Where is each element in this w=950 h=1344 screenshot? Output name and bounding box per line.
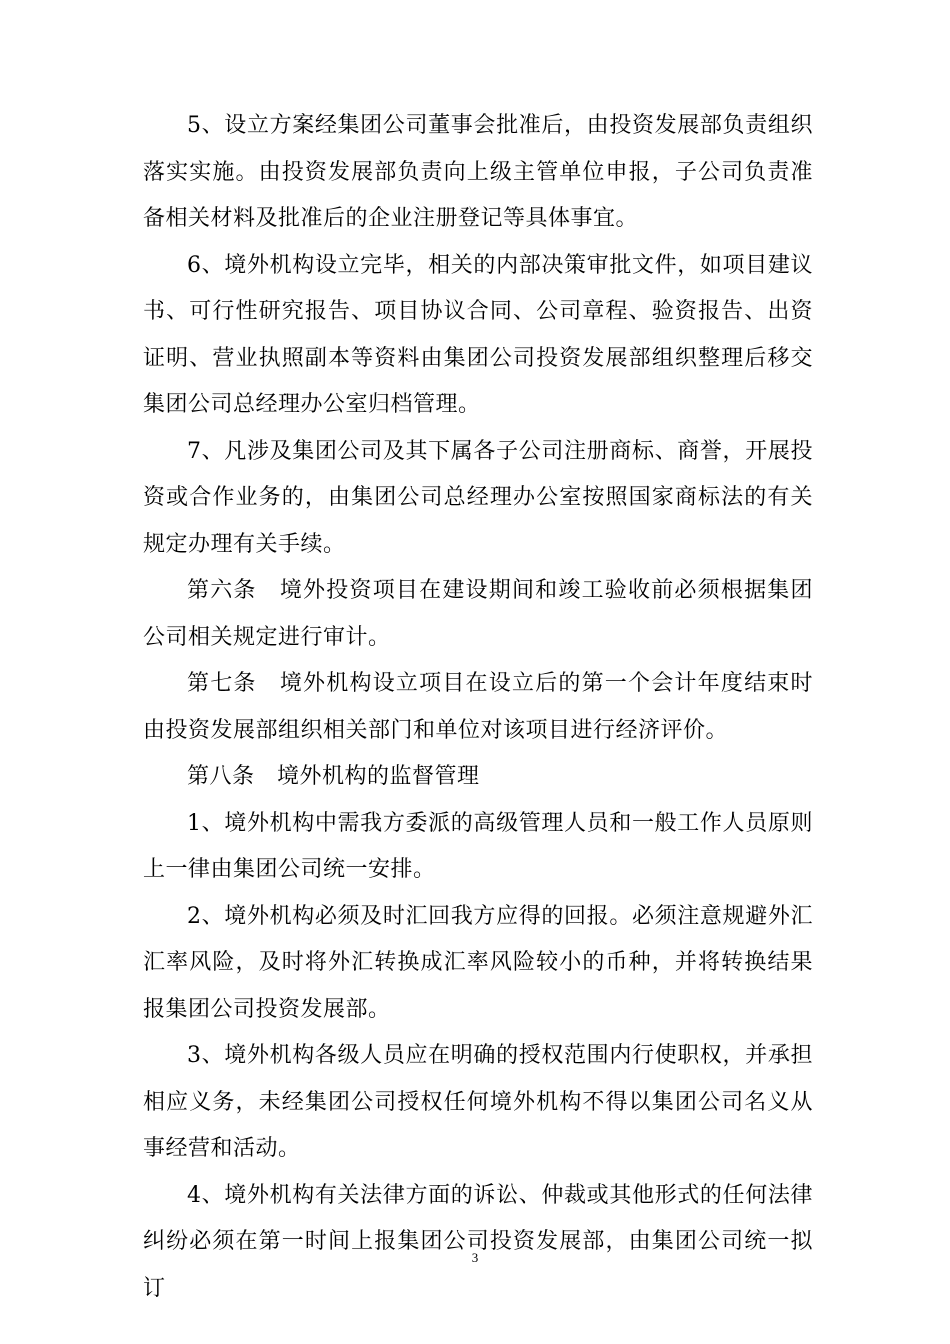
article-8-heading: 第八条 境外机构的监督管理 <box>187 764 480 789</box>
article-6: 第六条 境外投资项目在建设期间和竣工验收前必须根据集团公司相关规定进行审计。 <box>143 578 813 650</box>
paragraph-item-3: 3、境外机构各级人员应在明确的授权范围内行使职权，并承担相应义务，未经集团公司授权任何境外机构不得以集团公司名义从事经营和活动。 <box>143 1043 813 1161</box>
paragraph-item-7: 7、凡涉及集团公司及其下属各子公司注册商标、商誉，开展投资或合作业务的，由集团公司总经理办公室按照国家商标法的有关规定办理有关手续。 <box>143 438 813 557</box>
paragraph-item-2: 2、境外机构必须及时汇回我方应得的回报。必须注意规避外汇汇率风险，及时将外汇转换成汇率风险较小的币种，并将转换结果报集团公司投资发展部。 <box>143 903 813 1022</box>
article-7: 第七条 境外机构设立项目在设立后的第一个会计年度结束时由投资发展部组织相关部门和单位对该项目进行经济评价。 <box>143 671 813 743</box>
document-body <box>143 103 813 1312</box>
paragraph-item-6: 6、境外机构设立完毕，相关的内部决策审批文件，如项目建议书、可行性研究报告、项目协议合同、公司章程、验资报告、出资证明、营业执照副本等资料由集团公司投资发展部组织整理后移交集团公司总经理办公室归档管理。 <box>143 252 813 417</box>
paragraph-item-4: 4、境外机构有关法律方面的诉讼、仲裁或其他形式的任何法律纠纷必须在第一时间上报集团公司投资发展部，由集团公司统一拟订 <box>143 1182 813 1301</box>
paragraph-item-1: 1、境外机构中需我方委派的高级管理人员和一般工作人员原则上一律由集团公司统一安排。 <box>143 810 813 882</box>
paragraph-item-5: 5、设立方案经集团公司董事会批准后，由投资发展部负责组织落实实施。由投资发展部负责向上级主管单位申报，子公司负责准备相关材料及批准后的企业注册登记等具体事宜。 <box>143 113 813 231</box>
page-number: 3 <box>471 1250 479 1265</box>
